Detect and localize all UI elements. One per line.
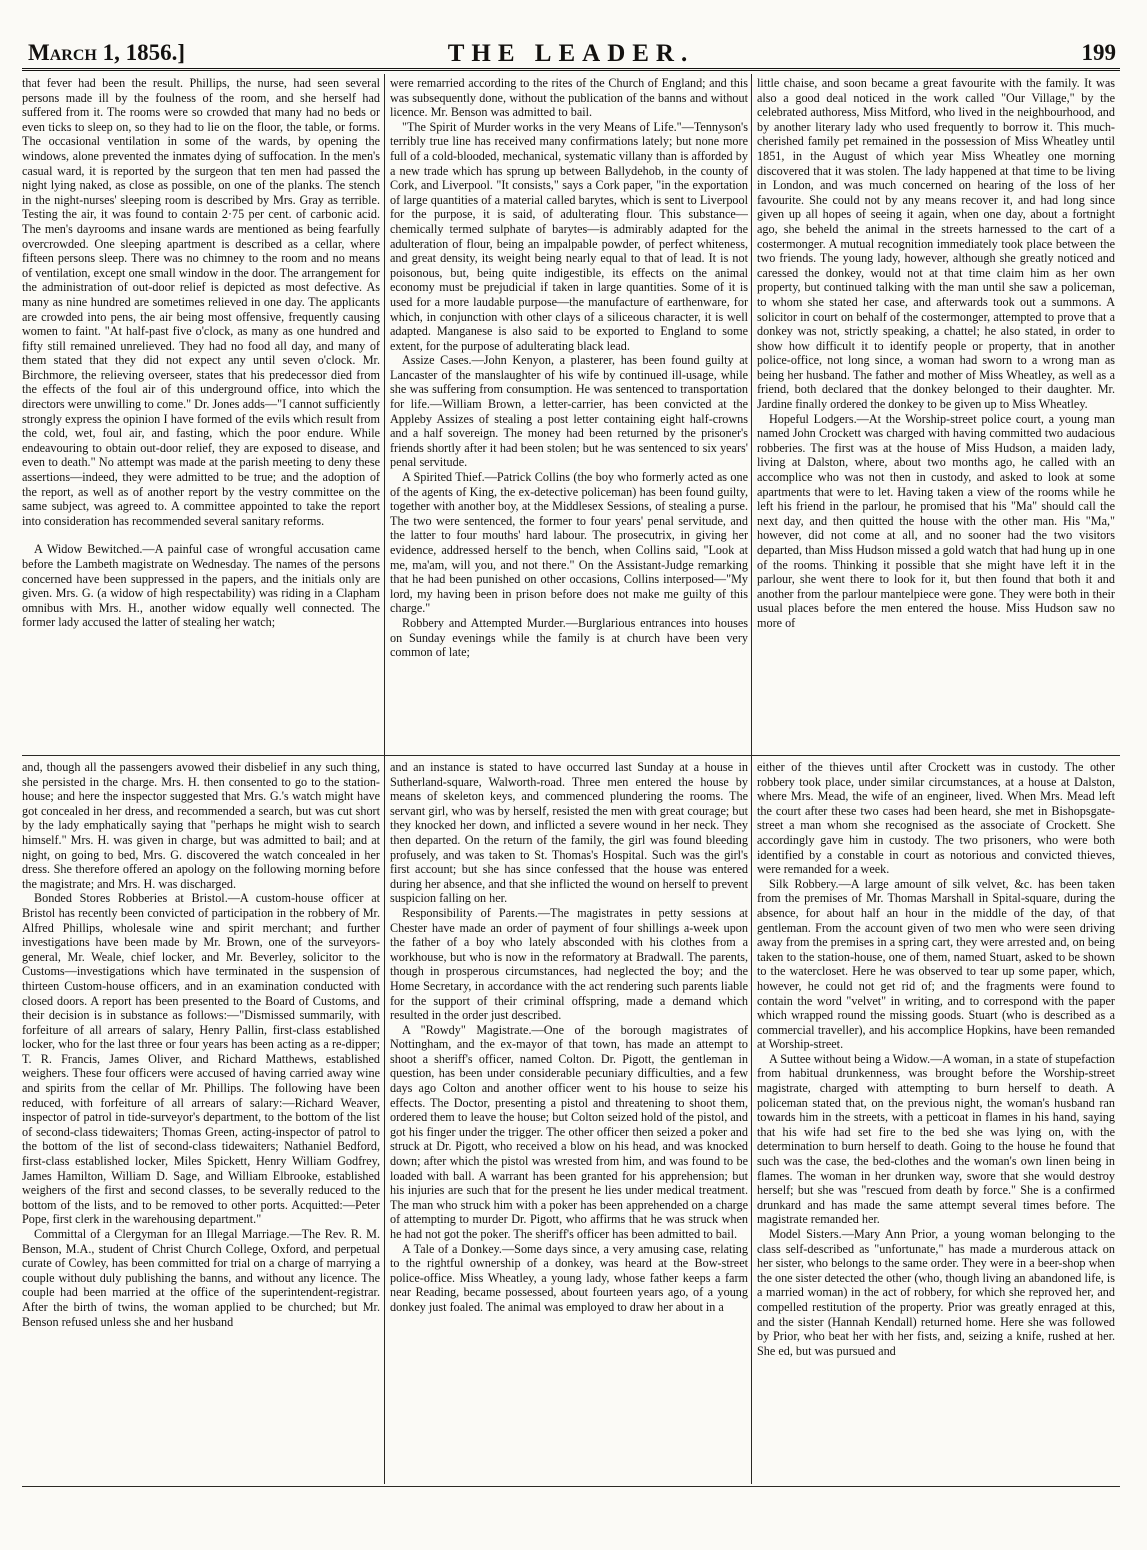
article-paragraph: that fever had been the result. Phillips, the nurse, had seen several persons made ill by the foulness of the room, and she herself had suffered from it. The rooms were so crowded that many had no beds or even ticks to sleep on, so they had to lie on the floor, the table, or forms. The occasional ventilation in some of the wards, by opening the windows, alone prevented the inmates dying of suffocation. In the men's casual ward, it is reported by the surgeon that ten men had passed the night lying naked, as close as possible, on one of the planks. The stench in the night-nurses' sleeping room is described by Mrs. Gray as terrible. Testing the air, it was found to contain 2·75 per cent. of carbonic acid. The men's dayrooms and insane wards are mentioned as being fearfully overcrowded. One sleeping apartment is described as a cellar, where fifteen persons sleep. There was no chimney to the room and no means of ventilation, except one small window in the door. The arrangement for the administration of out-door relief is depicted as most defective. As many as nine hundred are sometimes relieved in one day. The applicants are crowded into pens, the air being most offensive, frequently causing women to faint. "At half-past five o'clock, as many as one hundred and fifty still remained unrelieved. They had no food all day, and many of them stated that they did not expect any until seven o'clock. Mr. Birchmore, the relieving overseer, states that his predecessor died from the effects of the foul air of this underground office, into which the directors were unwilling to come." Dr. Jones adds—"I cannot sufficiently strongly express the opinion I have formed of the evils which result from the cold, wet, foul air, and fasting, which the poor endure. While endeavouring to obtain out-door relief, they are exposed to disease, and even to death." No attempt was made at the parish meeting to deny these assertions—indeed, they were admitted to be true; and the adoption of the report, as well as of another report by the vestry committee on the same subject, was agreed to. A committee appointed to take the report into consideration has recommended several sanitary reforms. [22,76,380,528]
column-lower-left [22,760,380,1480]
article-bonded-stores-robberies: Bonded Stores Robberies at Bristol.—A custom-house officer at Bristol has recently been convicted of participation in the robbery of Mr. Alfred Phillips, wholesale wine and spirit merchant; and further investigations have been made by Mr. Brown, one of the surveyors-general, Mr. Weale, chief locker, and Mr. Beverley, solicitor to the Customs—investigations which have terminated in the suspension of thirteen Custom-house officers, and in an examination conducted with closed doors. A report has been presented to the Board of Customs, and their decision is in substance as follows:—"Dismissed summarily, with forfeiture of all arrears of salary, Henry Pallin, first-class established locker, who for the last three or four years has been acting as a re-dipper; T. R. Francis, James Oliver, and Richard Matthews, established weighers. These four officers were accused of having carried away wine and spirits from the cellar of Mr. Phillips. The following have been reduced, with forfeiture of all arrears of salary:—Richard Weaver, inspector of patrol in tide-surveyor's department, to the bottom of the list of second-class tidewaiters; Thomas Green, acting-inspector of patrol to the bottom of the list of second-class tidewaiters; Nathaniel Bedford, first-class established locker, Miles Spickett, Henry William Godfrey, James Hamilton, William D. Sage, and William Elbrooke, established weighers of the first and second classes, to be severally reduced to the bottom of the lists, and to be removed to other ports. Acquitted:—Peter Pope, first clerk in the warehousing department." [22,891,380,1227]
column-upper-left [22,76,380,752]
article-paragraph: and an instance is stated to have occurred last Sunday at a house in Sutherland-square, Walworth-road. Three men entered the house by means of skeleton keys, and commenced plundering the rooms. The servant girl, who was by herself, resisted the men with great courage; but they knocked her down, and inflicted a severe wound in her neck. They then departed. On the return of the family, the girl was found bleeding profusely, and was taken to St. Thomas's Hospital. Such was the girl's first account; but she has since confessed that the house was entered during her absence, and that she inflicted the wound on herself to prevent suspicion falling on her. [390,760,748,906]
article-suttee-without-widow: A Suttee without being a Widow.—A woman, in a state of stupefaction from habitual drunkenness, was brought before the Worship-street magistrate, charged with attempting to burn herself to death. A policeman stated that, on the previous night, the woman's husband ran towards him in the streets, with a petticoat in flames in his hand, saying that his wife had set fire to the bed she was lying on, with the determination to burn herself to death. Going to the house he found that such was the case, the bed-clothes and the woman's own linen being in flames. The woman in her drunken way, swore that she would destroy herself; but she was "rescued from death by force." She is a confirmed drunkard and has made the same attempt several times before. The magistrate remanded her. [757,1051,1115,1227]
article-paragraph: little chaise, and soon became a great favourite with the family. It was also a good deal noticed in the work called "Our Village," by the celebrated authoress, Miss Mitford, who lived in the neighbourhood, and by another literary lady who used frequently to borrow it. This much-cherished family pet remained in the possession of Miss Wheatley until 1851, in the August of which year Miss Wheatley one morning discovered that it was stolen. The lady happened at that time to be living in London, and was much concerned on hearing of the loss of her favourite. She could not by any means recover it, and had long since given up all hopes of seeing it again, when one day, about a fortnight ago, she beheld the animal in the streets harnessed to the cart of a costermonger. A mutual recognition immediately took place between the two friends. The young lady, however, although she greatly noticed and caressed the donkey, would not at that time claim him as her own property, but continued talking with the man until she saw a policeman, to whom she stated her case, and afterwards took out a summons. A solicitor in court on behalf of the costermonger, attempted to prove that a donkey was not, strictly speaking, a chattel; he also stated, in order to show how difficult it to identify people or property, that in another police-office, not long since, a woman had sworn to a wrong man as being her husband. The father and mother of Miss Wheatley, as well as a friend, both declared that the donkey belonged to their daughter. Mr. Jardine finally ordered the donkey to be given up to Miss Wheatley. [757,76,1115,412]
article-rowdy-magistrate: A "Rowdy" Magistrate.—One of the borough magistrates of Nottingham, and the ex-mayor of that town, has made an attempt to shoot a sheriff's officer, named Colton. Dr. Pigott, the gentleman in question, has been under considerable pecuniary difficulties, and a few days ago Colton and another officer went to his house to seize his effects. The Doctor, presenting a pistol and threatening to shoot them, ordered them to leave the house; but Colton seized hold of the pistol, and got his finger under the trigger. The other officer then seized a poker and struck at Dr. Pigott, who received a blow on his head, and was knocked down; after which the pistol was wrested from him, and was found to be loaded with ball. A warrant has been granted for his apprehension; but his injuries are such that for the present he lies under medical treatment. The man who struck him with a poker has been apprehended on a charge of attempting to murder Dr. Pigott, who affirms that he was struck when he had not got the poker. The sheriff's officer has been admitted to bail. [390,1022,748,1241]
article-committal-of-clergyman: Committal of a Clergyman for an Illegal Marriage.—The Rev. R. M. Benson, M.A., student of Christ Church College, Oxford, and perpetual curate of Cowley, has been committed for trial on a charge of marrying a couple without duly publishing the banns, and without any licence. The couple had been married at the office of the superintendent-registrar. After the birth of twins, the woman applied to be churched; but Mr. Benson refused unless she and her husband [22,1227,380,1329]
column-lower-middle [390,760,748,1480]
column-rule [751,74,752,1484]
article-paragraph: and, though all the passengers avowed their disbelief in any such thing, she persisted in the charge. Mrs. H. then consented to go to the station-house; and here the inspector suggested that Mrs. G.'s watch might have got concealed in her dress, and recommended a search, but was cut short by the lady emphatically saying that "perhaps he might wish to search himself." Mrs. H. was given in charge, but was admitted to bail; and at night, on going to bed, Mrs. G. discovered the watch concealed in her dress. She therefore offered an apology on the following morning before the magistrate; and Mrs. H. was discharged. [22,760,380,891]
column-lower-right [757,760,1115,1480]
column-upper-middle [390,76,748,752]
issue-date: March 1, 1856.] [28,40,185,65]
article-responsibility-of-parents: Responsibility of Parents.—The magistrates in petty sessions at Chester have made an order of payment of four shillings a-week upon the father of a boy who lately absconded with his clothes from a workhouse, but who is now in the reformatory at Bradwall. The parents, though in prosperous circumstances, had neglected the boy; and the Home Secretary, in accordance with the act rendering such parents liable for the support of their criminal offspring, made a demand which resulted in the order just described. [390,905,748,1023]
article-paragraph: were remarried according to the rites of the Church of England; and this was subsequently done, without the publication of the banns and without licence. Mr. Benson was admitted to bail. [390,76,748,120]
article-paragraph: either of the thieves until after Crockett was in custody. The other robbery took place, under similar circumstances, at a house at Dalston, where Mrs. Mead, the wife of an engineer, lived. When Mrs. Mead left the court after these two cases had been heard, she met in Bishopsgate-street a man whom she recognised as the associate of Crockett. She accordingly gave him in custody. The two prisoners, who were both identified by a constable in court as notorious and convicted thieves, were remanded for a week. [757,760,1115,877]
masthead [22,36,1120,71]
article-a-widow-bewitched: A Widow Bewitched.—A painful case of wrongful accusation came before the Lambeth magistrate on Wednesday. The names of the persons concerned have been suppressed in the papers, and the initials only are given. Mrs. G. (a widow of high respectability) was riding in a Clapham omnibus with Mrs. H., another widow equally well connected. The former lady accused the latter of stealing her watch; [22,542,380,630]
article-model-sisters: Model Sisters.—Mary Ann Prior, a young woman belonging to the class self-described as "unfortunate," has made a murderous attack on her sister, who belongs to the same order. They were in a beer-shop when the one sister detected the other (who, though living an abandoned life, is a married woman) in the act of robbery, for which she reproved her, and compelled restitution of the property. Prior was greatly enraged at this, and the sister (Hannah Kendall) returned home. Here she was followed by Prior, who beat her with her fists, and, seizing a knife, rushed at her. She ed, but was pursued and [757,1227,1115,1358]
article-hopeful-lodgers: Hopeful Lodgers.—At the Worship-street police court, a young man named John Crockett was charged with having committed two audacious robberies. The first was at the house of Miss Hudson, a maiden lady, living at Dalston, where, about two months ago, he called with an accomplice who was not then in custody, and asked to look at some apartments that were to let. Having taken a view of the rooms while he left his friend in the parlour, he promised that his "Ma" should call the next day, and then quitted the house with the other man. His "Ma," however, did not come at all, and no sooner had the two visitors departed, than Miss Hudson missed a gold watch that had hung up in one of the rooms. Thinking it possible that she might have left it in the parlour, she went there to look for it, but then found that both it and another from the parlour mantelpiece were gone. They were both in their usual places before the men entered the house. Miss Hudson saw no more of [757,411,1115,630]
newspaper-title: THE LEADER. [447,40,695,67]
bottom-rule [22,1486,1120,1487]
article-tale-of-a-donkey: A Tale of a Donkey.—Some days since, a very amusing case, relating to the rightful ownership of a donkey, was heard at the Bow-street police-office. Miss Wheatley, a young lady, whose father keeps a farm near Reading, became possessed, about fourteen years ago, of a young donkey just foaled. The animal was employed to draw her about in a [390,1241,748,1314]
article-assize-cases: Assize Cases.—John Kenyon, a plasterer, has been found guilty at Lancaster of the manslaughter of his wife by continued ill-usage, while she was suffering from consumption. He was sentenced to transportation for life.—William Brown, a letter-carrier, has been convicted at the Appleby Assizes of stealing a post letter containing eight half-crowns and a half sovereign. The money had been returned by the prisoner's friends shortly after it had been stolen; but he was sentenced to six years' penal servitude. [390,353,748,470]
article-silk-robbery: Silk Robbery.—A large amount of silk velvet, &c. has been taken from the premises of Mr. Thomas Marshall in Spital-square, during the absence, for about half an hour in the middle of the day, of that gentleman. From the account given of two men who were seen driving away from the premises in a spring cart, they were arrested and, on being taken to the station-house, one of them, named Stuart, asked to be shown to the watercloset. Here he was observed to tear up some paper, which, however, he could not get rid of; and the fragments were found to contain the word "velvet" in writing, and to correspond with the paper which wrapped round the missing goods. Stuart (who is described as a commercial traveller), and his accomplice Hopkins, have been remanded at Worship-street. [757,876,1115,1052]
page-number: 199 [1081,40,1116,65]
article-robbery-attempted-murder: Robbery and Attempted Murder.—Burglarious entrances into houses on Sunday evenings while the family is at church have been very common of late; [390,615,748,660]
column-upper-right [757,76,1115,752]
fold-rule [22,755,1120,756]
column-rule [384,74,385,1484]
article-a-spirited-thief: A Spirited Thief.—Patrick Collins (the boy who formerly acted as one of the agents of King, the ex-detective policeman) has been found guilty, together with another boy, at the Middlesex Sessions, of stealing a purse. The two were sentenced, the former to four years' penal servitude, and the latter to four mouths' hard labour. The prosecutrix, in giving her evidence, addressed herself to the bench, when Collins said, "Look at me, ma'am, will you, and not there." On the Assistant-Judge remarking that he had been punished on other occasions, Collins interposed—"My lord, my having been in prison before does not make me guilty of this charge." [390,470,748,616]
article-spirit-of-murder: "The Spirit of Murder works in the very Means of Life."—Tennyson's terribly true line has received many confirmations lately; but none more full of a cold-blooded, mechanical, systematic villany than is afforded by a new trade which has sprung up between Ballydehob, in the county of Cork, and Liverpool. "It consists," says a Cork paper, "in the exportation of large quantities of a material called barytes, which is sent to Liverpool for the purpose, it is said, of adulterating flour. This substance—chemically termed sulphate of barytes—is admirably adapted for the adulteration of flour, being an impalpable powder, of perfect whiteness, and great density, its weight being nearly equal to that of lead. It is not poisonous, but, being quite indigestible, its effects on the animal economy must be prejudicial if taken in large quantities. Some of it is used for a more laudable purpose—the manufacture of earthenware, for which, in conjunction with other clays of a siliceous character, it is well adapted. Manganese is also said to be exported to England to some extent, for the purpose of adulterating black lead. [390,119,748,353]
